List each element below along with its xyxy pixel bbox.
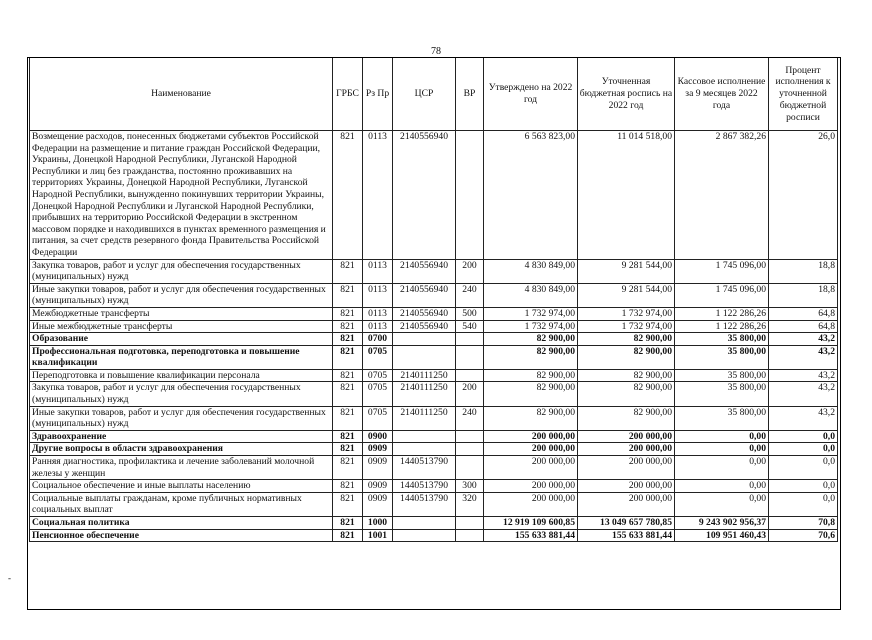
cell-grbs: 821 (333, 443, 363, 456)
cell-csr: 2140556940 (393, 320, 456, 333)
cell-name: Социальные выплаты гражданам, кроме публичных нормативных социальных выплат (30, 492, 333, 516)
cell-cash: 1 122 286,26 (675, 307, 769, 320)
cell-refined: 200 000,00 (578, 492, 675, 516)
cell-refined: 1 732 974,00 (578, 307, 675, 320)
cell-grbs: 821 (333, 492, 363, 516)
cell-percent: 43,2 (769, 406, 838, 430)
table-row (30, 517, 838, 530)
cell-cash: 1 745 096,00 (675, 283, 769, 307)
cell-cash: 0,00 (675, 456, 769, 480)
table-row (30, 320, 838, 333)
cell-csr: 1440513790 (393, 492, 456, 516)
table-row (30, 369, 838, 382)
cell-percent: 43,2 (769, 345, 838, 369)
table-row (30, 492, 838, 516)
cell-cash: 9 243 902 956,37 (675, 517, 769, 530)
cell-refined: 200 000,00 (578, 430, 675, 443)
table-row (30, 430, 838, 443)
cell-refined: 11 014 518,00 (578, 131, 675, 260)
cell-grbs: 821 (333, 320, 363, 333)
cell-grbs: 821 (333, 456, 363, 480)
cell-csr (393, 333, 456, 346)
cell-vr (456, 430, 484, 443)
cell-cash: 109 951 460,43 (675, 529, 769, 542)
cell-vr: 320 (456, 492, 484, 516)
cell-approved: 200 000,00 (484, 492, 578, 516)
cell-percent: 0,0 (769, 456, 838, 480)
cell-vr (456, 517, 484, 530)
cell-csr: 2140556940 (393, 259, 456, 283)
cell-grbs: 821 (333, 259, 363, 283)
cell-name: Социальная политика (30, 517, 333, 530)
cell-vr: 500 (456, 307, 484, 320)
cell-vr: 300 (456, 480, 484, 493)
cell-approved: 200 000,00 (484, 430, 578, 443)
header-approved: Утверждено на 2022 год (484, 58, 578, 131)
cell-percent: 0,0 (769, 492, 838, 516)
cell-approved: 82 900,00 (484, 369, 578, 382)
cell-grbs: 821 (333, 406, 363, 430)
cell-rzpr: 0705 (363, 369, 393, 382)
margin-mark: - (8, 573, 11, 583)
budget-execution-table (29, 57, 838, 542)
cell-refined: 200 000,00 (578, 456, 675, 480)
cell-csr: 2140111250 (393, 382, 456, 406)
cell-approved: 6 563 823,00 (484, 131, 578, 260)
table-row (30, 529, 838, 542)
cell-grbs: 821 (333, 131, 363, 260)
cell-cash: 2 867 382,26 (675, 131, 769, 260)
cell-refined: 9 281 544,00 (578, 259, 675, 283)
table-row (30, 443, 838, 456)
cell-grbs: 821 (333, 283, 363, 307)
cell-refined: 200 000,00 (578, 480, 675, 493)
cell-vr (456, 529, 484, 542)
cell-percent: 18,8 (769, 283, 838, 307)
cell-vr (456, 443, 484, 456)
cell-csr (393, 345, 456, 369)
cell-approved: 200 000,00 (484, 480, 578, 493)
cell-vr: 240 (456, 406, 484, 430)
cell-csr: 2140111250 (393, 406, 456, 430)
cell-refined: 82 900,00 (578, 382, 675, 406)
cell-percent: 43,2 (769, 382, 838, 406)
header-cash: Кассовое исполнение за 9 месяцев 2022 года (675, 58, 769, 131)
cell-rzpr: 0705 (363, 345, 393, 369)
cell-grbs: 821 (333, 529, 363, 542)
header-refined: Уточненная бюджетная роспись на 2022 год (578, 58, 675, 131)
cell-csr: 2140111250 (393, 369, 456, 382)
cell-approved: 1 732 974,00 (484, 320, 578, 333)
cell-rzpr: 0900 (363, 430, 393, 443)
cell-percent: 70,8 (769, 517, 838, 530)
cell-percent: 64,8 (769, 320, 838, 333)
cell-vr (456, 369, 484, 382)
cell-name: Закупка товаров, работ и услуг для обеспечения государственных (муниципальных) нужд (30, 382, 333, 406)
cell-cash: 0,00 (675, 443, 769, 456)
cell-rzpr: 0909 (363, 443, 393, 456)
table-row (30, 345, 838, 369)
cell-percent: 26,0 (769, 131, 838, 260)
cell-name: Иные межбюджетные трансферты (30, 320, 333, 333)
header-percent: Процент исполнения к уточненной бюджетной росписи (769, 58, 838, 131)
header-rzpr: Рз Пр (363, 58, 393, 131)
cell-csr: 2140556940 (393, 131, 456, 260)
cell-cash: 0,00 (675, 492, 769, 516)
cell-rzpr: 0700 (363, 333, 393, 346)
table-row (30, 382, 838, 406)
cell-refined: 200 000,00 (578, 443, 675, 456)
cell-vr: 200 (456, 382, 484, 406)
cell-grbs: 821 (333, 430, 363, 443)
cell-rzpr: 0113 (363, 307, 393, 320)
cell-name: Межбюджетные трансферты (30, 307, 333, 320)
cell-rzpr: 0909 (363, 492, 393, 516)
table-row (30, 131, 838, 260)
cell-refined: 82 900,00 (578, 345, 675, 369)
table-row (30, 333, 838, 346)
cell-percent: 43,2 (769, 333, 838, 346)
page-number: 78 (431, 46, 441, 57)
cell-grbs: 821 (333, 345, 363, 369)
cell-grbs: 821 (333, 480, 363, 493)
cell-rzpr: 0113 (363, 320, 393, 333)
cell-name: Ранняя диагностика, профилактика и лечение заболеваний молочной железы у женщин (30, 456, 333, 480)
cell-vr (456, 456, 484, 480)
cell-vr: 200 (456, 259, 484, 283)
cell-percent: 43,2 (769, 369, 838, 382)
cell-rzpr: 1001 (363, 529, 393, 542)
cell-csr (393, 517, 456, 530)
cell-rzpr: 0113 (363, 283, 393, 307)
cell-vr (456, 333, 484, 346)
cell-csr (393, 430, 456, 443)
cell-vr (456, 345, 484, 369)
cell-rzpr: 1000 (363, 517, 393, 530)
cell-csr: 1440513790 (393, 480, 456, 493)
cell-cash: 0,00 (675, 480, 769, 493)
cell-percent: 0,0 (769, 480, 838, 493)
cell-name: Переподготовка и повышение квалификации персонала (30, 369, 333, 382)
cell-grbs: 821 (333, 307, 363, 320)
cell-approved: 155 633 881,44 (484, 529, 578, 542)
cell-refined: 1 732 974,00 (578, 320, 675, 333)
cell-refined: 82 900,00 (578, 333, 675, 346)
cell-grbs: 821 (333, 333, 363, 346)
table-row (30, 259, 838, 283)
table-row (30, 456, 838, 480)
cell-approved: 4 830 849,00 (484, 259, 578, 283)
cell-percent: 0,0 (769, 430, 838, 443)
cell-approved: 82 900,00 (484, 345, 578, 369)
cell-refined: 82 900,00 (578, 369, 675, 382)
cell-vr: 540 (456, 320, 484, 333)
cell-cash: 35 800,00 (675, 333, 769, 346)
cell-approved: 200 000,00 (484, 443, 578, 456)
cell-grbs: 821 (333, 517, 363, 530)
cell-refined: 9 281 544,00 (578, 283, 675, 307)
cell-name: Здравоохранение (30, 430, 333, 443)
cell-cash: 35 800,00 (675, 369, 769, 382)
cell-csr (393, 529, 456, 542)
table-row (30, 307, 838, 320)
cell-name: Иные закупки товаров, работ и услуг для обеспечения государственных (муниципальных) нужд (30, 283, 333, 307)
cell-percent: 70,6 (769, 529, 838, 542)
header-csr: ЦСР (393, 58, 456, 131)
header-grbs: ГРБС (333, 58, 363, 131)
cell-name: Иные закупки товаров, работ и услуг для обеспечения государственных (муниципальных) нужд (30, 406, 333, 430)
cell-cash: 0,00 (675, 430, 769, 443)
cell-csr: 2140556940 (393, 307, 456, 320)
cell-csr (393, 443, 456, 456)
cell-approved: 82 900,00 (484, 333, 578, 346)
cell-approved: 82 900,00 (484, 406, 578, 430)
cell-name: Закупка товаров, работ и услуг для обеспечения государственных (муниципальных) нужд (30, 259, 333, 283)
cell-rzpr: 0909 (363, 456, 393, 480)
cell-refined: 82 900,00 (578, 406, 675, 430)
cell-name: Социальное обеспечение и иные выплаты населению (30, 480, 333, 493)
table-row (30, 406, 838, 430)
cell-approved: 82 900,00 (484, 382, 578, 406)
cell-percent: 64,8 (769, 307, 838, 320)
cell-refined: 155 633 881,44 (578, 529, 675, 542)
cell-grbs: 821 (333, 369, 363, 382)
cell-rzpr: 0705 (363, 406, 393, 430)
cell-grbs: 821 (333, 382, 363, 406)
cell-rzpr: 0113 (363, 259, 393, 283)
header-name: Наименование (30, 58, 333, 131)
cell-cash: 1 745 096,00 (675, 259, 769, 283)
table-row (30, 283, 838, 307)
cell-approved: 1 732 974,00 (484, 307, 578, 320)
table-row (30, 480, 838, 493)
cell-name: Профессиональная подготовка, переподготовка и повышение квалификации (30, 345, 333, 369)
cell-cash: 1 122 286,26 (675, 320, 769, 333)
cell-rzpr: 0705 (363, 382, 393, 406)
header-vr: ВР (456, 58, 484, 131)
cell-rzpr: 0113 (363, 131, 393, 260)
cell-approved: 12 919 109 600,85 (484, 517, 578, 530)
cell-rzpr: 0909 (363, 480, 393, 493)
cell-refined: 13 049 657 780,85 (578, 517, 675, 530)
cell-name: Другие вопросы в области здравоохранения (30, 443, 333, 456)
cell-approved: 200 000,00 (484, 456, 578, 480)
cell-percent: 0,0 (769, 443, 838, 456)
cell-vr (456, 131, 484, 260)
cell-cash: 35 800,00 (675, 382, 769, 406)
cell-name: Возмещение расходов, понесенных бюджетами субъектов Российской Федерации на размещение и питание граждан Российской Федерации, Украины, Донецкой Народной Республики, Луганской Народной Республики и лиц без гражданства, постоянно проживавших на территориях Украины, Донецкой Народной Республики, Луганской Народной Республики, вынужденно покинувших территории Украины, Донецкой Народной Республики и Луганской Народной Республики, прибывших на территорию Российской Федерации в экстренном массовом порядке и находившихся в пунктах временного размещения и питания, за счет средств резервного фонда Правительства Российской Федерации (30, 131, 333, 260)
cell-cash: 35 800,00 (675, 406, 769, 430)
cell-cash: 35 800,00 (675, 345, 769, 369)
table-header-row (30, 58, 838, 131)
cell-name: Пенсионное обеспечение (30, 529, 333, 542)
cell-percent: 18,8 (769, 259, 838, 283)
cell-approved: 4 830 849,00 (484, 283, 578, 307)
cell-name: Образование (30, 333, 333, 346)
cell-csr: 2140556940 (393, 283, 456, 307)
cell-csr: 1440513790 (393, 456, 456, 480)
cell-vr: 240 (456, 283, 484, 307)
